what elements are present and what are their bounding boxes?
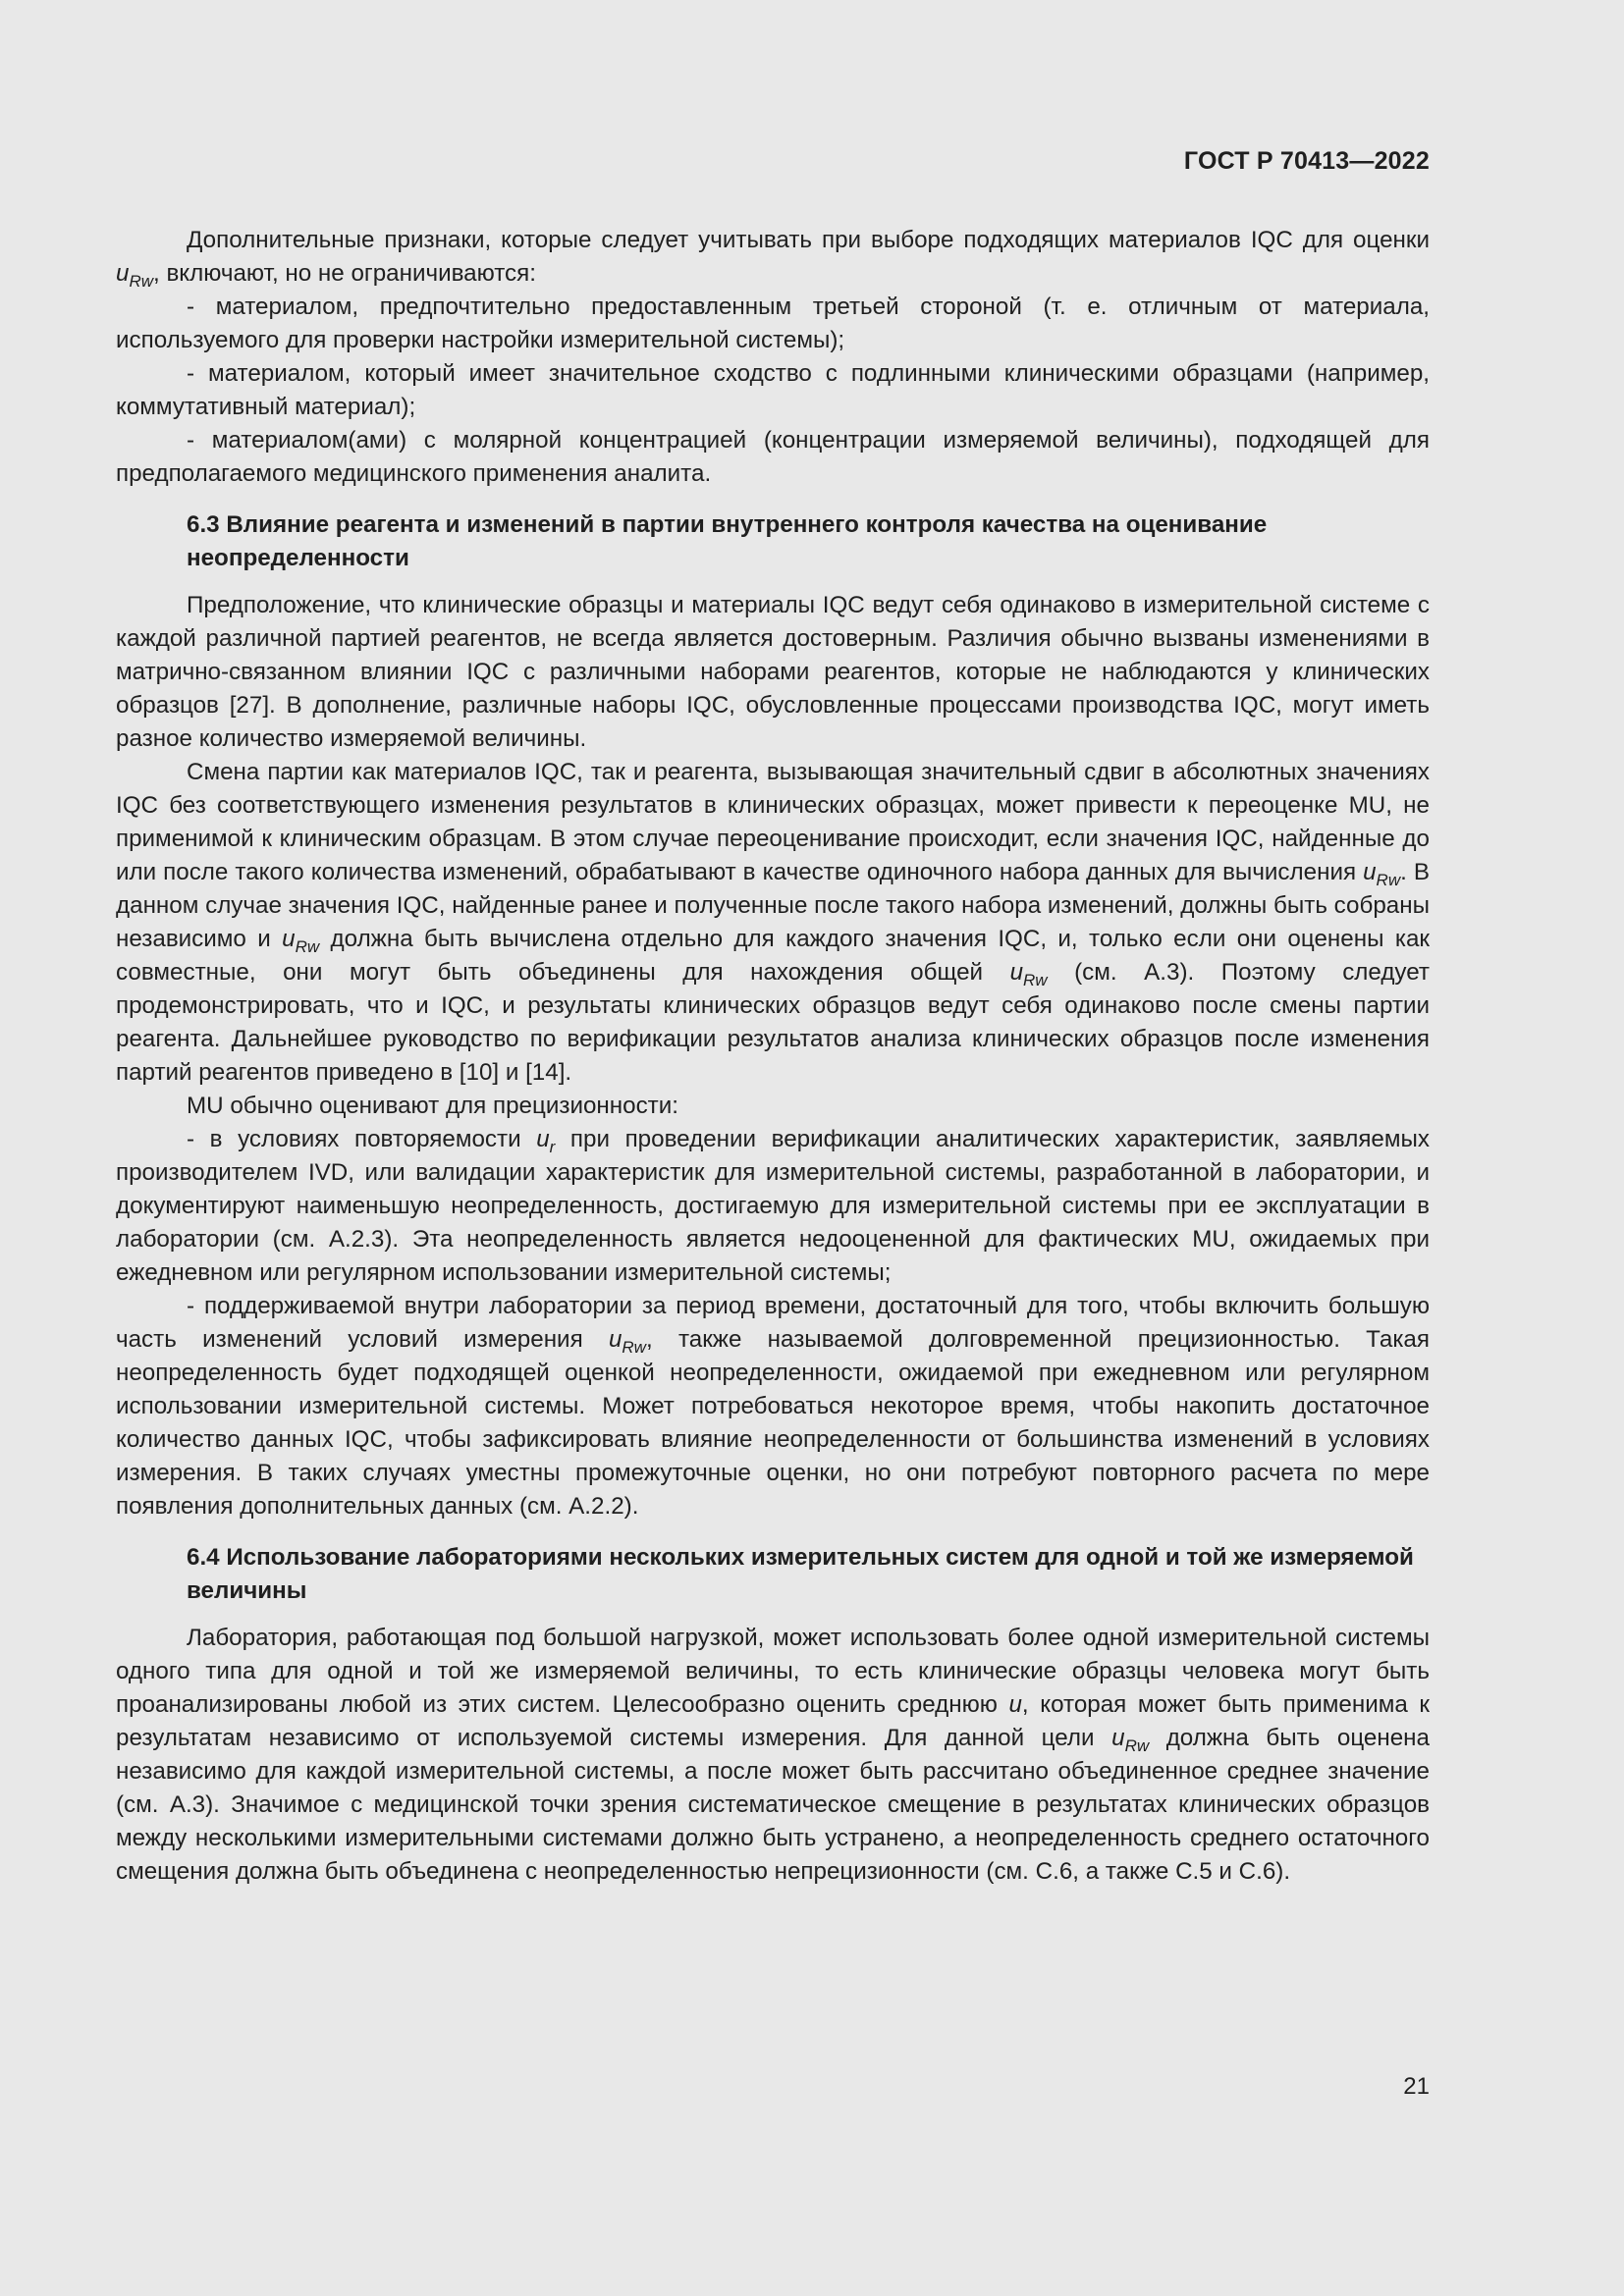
page-number: 21 (1403, 2073, 1430, 2100)
math-subscript: r (549, 1138, 556, 1156)
body-paragraph (116, 224, 1430, 291)
text-run: , включают, но не ограничиваются: (153, 260, 536, 287)
text-run: должна быть вычислена отдельно для каждого значения IQC, и, только если они оценены как совместные, они могут быть объединены для нахождения общей (116, 926, 1430, 986)
body-paragraph (116, 291, 1430, 357)
text-run: MU обычно оценивают для прецизионности: (187, 1093, 678, 1119)
math-symbol: u (1111, 1725, 1125, 1751)
text-run: при проведении верификации аналитических характеристик, заявляемых производителем IVD, или валидации характеристик для измерительной системы, разработанной в лаборатории, и документируют наименьшую неопределенность, достигаемую для измерительной системы при ее эксплуатации в лаборатории (см. А.2.3). Эта неопределенность является недооцененной для фактических MU, ожидаемых при ежедневном или регулярном использовании измерительной системы; (116, 1126, 1430, 1286)
math-subscript: Rw (1023, 971, 1048, 989)
math-subscript: Rw (622, 1338, 646, 1357)
math-subscript: Rw (1376, 871, 1401, 889)
text-run: должна быть оценена независимо для каждой измерительной системы, а после может быть рассчитано объединенное среднее значение (см. А.3). Значимое с медицинской точки зрения систематическое смещение в результатах клинических образцов между несколькими измерительными системами должно быть устранено, а неопределенность среднего остаточного смещения должна быть объединена с неопределенностью непрецизионности (см. С.6, а также С.5 и С.6). (116, 1725, 1430, 1885)
math-symbol: u (608, 1326, 623, 1353)
body-paragraph (116, 357, 1430, 424)
text-run: Лаборатория, работающая под большой нагрузкой, может использовать более одной измерительной системы одного типа для одной и той же измеряемой величины, то есть клинические образцы человека могут быть проанализированы любой из этих систем. Целесообразно оценить среднюю (116, 1625, 1430, 1718)
math-symbol: u (1363, 859, 1377, 885)
math-symbol: u (282, 926, 296, 952)
body-paragraph (116, 756, 1430, 1090)
body-paragraph (116, 424, 1430, 491)
section-heading: 6.3 Влияние реагента и изменений в партии внутреннего контроля качества на оценивание неопределенности (187, 511, 1268, 571)
math-subscript: Rw (1124, 1736, 1150, 1755)
text-run: , которая может быть применима к результатам независимо от используемой системы измерения. Для данной цели (116, 1691, 1430, 1751)
body-paragraph (116, 589, 1430, 756)
body-paragraph (116, 1290, 1430, 1523)
text-run: - материалом(ами) с молярной концентрацией (концентрации измеряемой величины), подходящей для предполагаемого медицинского применения аналита. (116, 427, 1430, 487)
document-body (116, 224, 1430, 1889)
section-heading: 6.4 Использование лабораториями нескольких измерительных систем для одной и той же измеряемой величины (187, 1544, 1414, 1604)
math-symbol: u (1009, 959, 1024, 986)
math-symbol: u (116, 260, 130, 287)
body-paragraph (116, 1622, 1430, 1889)
math-symbol: u (536, 1126, 550, 1152)
text-run: , также называемой долговременной прецизионностью. Такая неопределенность будет подходящей оценкой неопределенности, ожидаемой при ежедневном или регулярном использовании измерительной системы. Может потребоваться некоторое время, чтобы накопить достаточное количество данных IQC, чтобы зафиксировать влияние неопределенности от большинства изменений в условиях измерения. В таких случаях уместны промежуточные оценки, но они потребуют повторного расчета по мере появления дополнительных данных (см. А.2.2). (116, 1326, 1430, 1520)
text-run: - поддерживаемой внутри лаборатории за период времени, достаточный для того, чтобы включить большую часть изменений условий измерения (116, 1293, 1430, 1353)
body-paragraph (116, 1123, 1430, 1290)
text-run: - в условиях повторяемости (187, 1126, 537, 1152)
text-run: (см. А.3). Поэтому следует продемонстрировать, что и IQC, и результаты клинических образцов ведут себя одинаково после смены партии реагента. Дальнейшее руководство по верификации результатов анализа клинических образцов после изменения партий реагентов приведено в [10] и [14]. (116, 959, 1430, 1086)
math-symbol: u (1008, 1691, 1022, 1718)
math-subscript: Rw (295, 937, 320, 956)
math-subscript: Rw (129, 272, 154, 291)
text-run: Смена партии как материалов IQC, так и реагента, вызывающая значительный сдвиг в абсолютных значениях IQC без соответствующего изменения результатов в клинических образцах, может привести к переоценке MU, не применимой к клиническим образцам. В этом случае переоценивание происходит, если значения IQC, найденные до или после такого количества изменений, обрабатывают в качестве одиночного набора данных для вычисления (116, 759, 1430, 885)
text-run: Предположение, что клинические образцы и материалы IQC ведут себя одинаково в измерительной системе с каждой различной партией реагентов, не всегда является достоверным. Различия обычно вызваны изменениями в матрично-связанном влиянии IQC с различными наборами реагентов, которые не наблюдаются у клинических образцов [27]. В дополнение, различные наборы IQC, обусловленные процессами производства IQC, могут иметь разное количество измеряемой величины. (116, 592, 1430, 752)
body-paragraph (116, 1090, 1430, 1123)
text-run: - материалом, который имеет значительное сходство с подлинными клиническими образцами (например, коммутативный материал); (116, 360, 1430, 420)
text-run: Дополнительные признаки, которые следует учитывать при выборе подходящих материалов IQC для оценки (187, 227, 1430, 253)
text-run: - материалом, предпочтительно предоставленным третьей стороной (т. е. отличным от материала, используемого для проверки настройки измерительной системы); (116, 294, 1430, 353)
text-run: . В данном случае значения IQC, найденные ранее и полученные после такого набора изменений, должны быть собраны независимо и (116, 859, 1430, 952)
document-header-code: ГОСТ Р 70413—2022 (1183, 147, 1430, 175)
